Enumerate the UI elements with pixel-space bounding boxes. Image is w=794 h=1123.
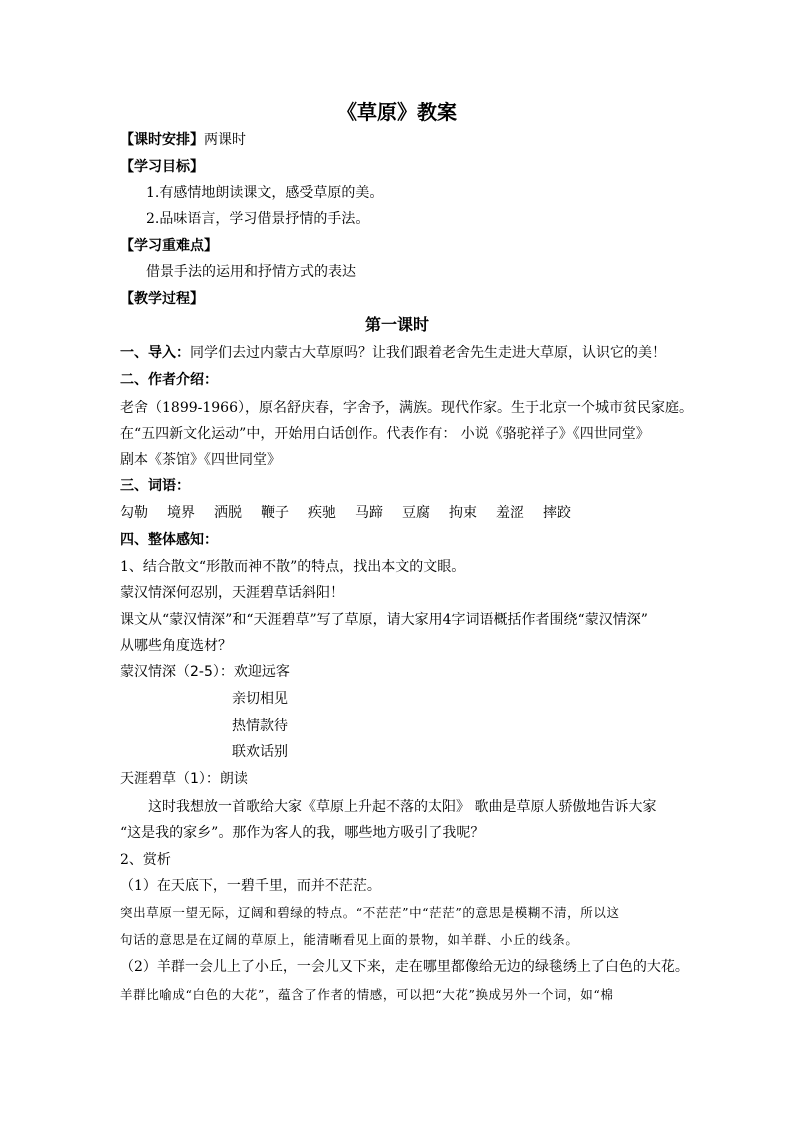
document-title: 《草原》教案: [337, 100, 457, 124]
sentence-1-note: 突出草原一望无际，辽阔和碧绿的特点。“不茫茫”中“茫茫”的意思是模糊不清，所以这: [120, 905, 620, 920]
key-points-label: 【学习重难点】: [120, 238, 218, 254]
process-label: 【教学过程】: [120, 291, 204, 307]
schedule-label: 【课时安排】: [120, 132, 204, 148]
sentence-1: （1）在天底下，一碧千里，而并不茫茫。: [120, 878, 381, 894]
question-1-answer: 蒙汉情深何忍别，天涯碧草话斜阳！: [120, 585, 344, 601]
author-text: 在“五四新文化运动”中，开始用白话创作。代表作有： 小说《骆驼祥子》《四世同堂》: [120, 426, 650, 442]
song-text: “这是我的家乡”。那作为客人的我，哪些地方吸引了我呢？: [120, 825, 485, 841]
ty-line: 天涯碧草（1）：朗读: [120, 771, 248, 787]
overall-label: 四、整体感知：: [120, 532, 218, 548]
goals-label: 【学习目标】: [120, 159, 204, 175]
vocab-word: 摔跤: [543, 505, 571, 521]
author-text: 老舍（1899-1966），原名舒庆春，字舍予，满族。现代作家。生于北京一个城市贫民家庭。: [120, 400, 693, 416]
mh-item: 热情款待: [232, 718, 288, 734]
words-label: 三、词语：: [120, 478, 190, 494]
vocab-word: 洒脱: [214, 505, 242, 521]
vocab-word: 拘束: [449, 505, 477, 521]
schedule-value: 两课时: [204, 132, 246, 148]
vocab-word: 羞涩: [496, 505, 524, 521]
goal-item: 1.有感情地朗读课文，感受草原的美。: [146, 185, 384, 201]
mh-item: 欢迎远客: [233, 664, 290, 680]
key-points-text: 借景手法的运用和抒情方式的表达: [146, 264, 356, 280]
question-1: 1、结合散文“形散而神不散”的特点，找出本文的文眼。: [120, 559, 466, 575]
vocab-word: 疾驰: [308, 505, 336, 521]
song-text: 这时我想放一首歌给大家《草原上升起不落的太阳》 歌曲是草原人骄傲地告诉大家: [148, 799, 657, 815]
author-text: 剧本《茶馆》《四世同堂》: [120, 452, 281, 468]
mh-row: [120, 662, 290, 682]
sentence-2: （2）羊群一会儿上了小丘，一会儿又下来，走在哪里都像给无边的绿毯绣上了白色的大花。: [120, 959, 689, 975]
vocab-word: 豆腐: [402, 505, 430, 521]
schedule-row: [120, 130, 246, 150]
vocab-list: [120, 503, 590, 523]
question-1-task: 课文从“蒙汉情深”和“天涯碧草”写了草原，请大家用4字词语概括作者围绕“蒙汉情深”: [120, 612, 648, 628]
appreciate-label: 2、赏析: [120, 852, 171, 868]
goal-item: 2.品味语言，学习借景抒情的手法。: [146, 211, 370, 227]
vocab-word: 马蹄: [355, 505, 383, 521]
lesson-title: 第一课时: [364, 315, 429, 334]
vocab-word: 鞭子: [261, 505, 289, 521]
author-label: 二、作者介绍：: [120, 372, 218, 388]
sentence-2-note: 羊群比喻成“白色的大花”，蕴含了作者的情感，可以把“大花”换成另外一个词，如“棉: [120, 987, 614, 1002]
vocab-word: 勾勒: [120, 505, 148, 521]
vocab-word: 境界: [167, 505, 195, 521]
mh-item: 亲切相见: [232, 691, 288, 707]
mh-label: 蒙汉情深（2-5）：: [120, 664, 234, 680]
sentence-1-note: 句话的意思是在辽阔的草原上，能清晰看见上面的景物，如羊群、小丘的线条。: [120, 932, 579, 947]
intro-label: 一、导入：: [120, 345, 190, 361]
intro-text: 同学们去过内蒙古大草原吗？让我们跟着老舍先生走进大草原，认识它的美！: [190, 345, 666, 361]
intro-row: [120, 343, 666, 363]
mh-item: 联欢话别: [232, 744, 288, 760]
question-1-task: 从哪些角度选材？: [120, 638, 232, 654]
